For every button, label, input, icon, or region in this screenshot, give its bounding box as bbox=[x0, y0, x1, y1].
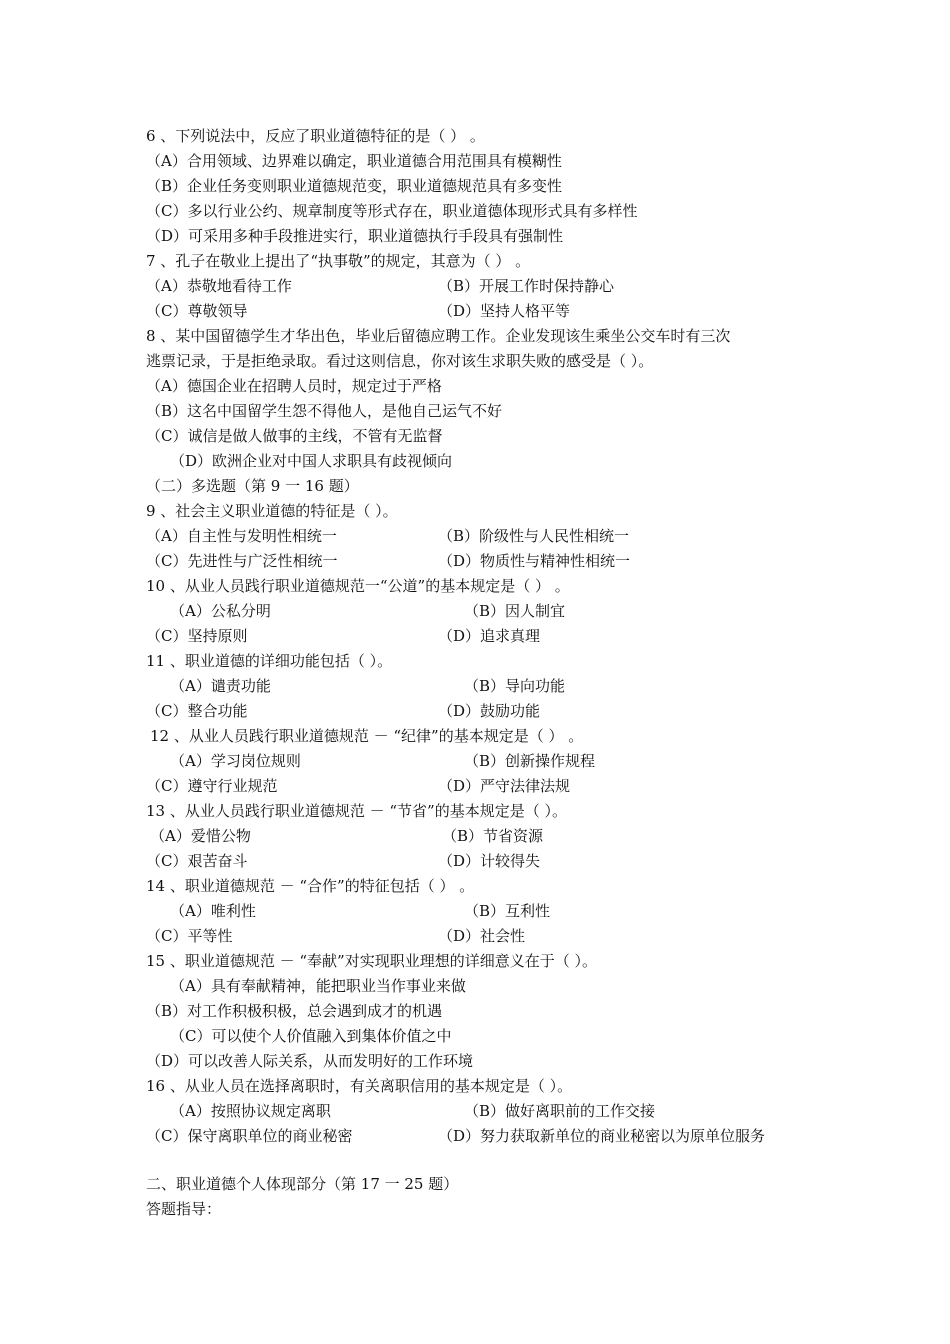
question-15-option-a: （A）具有奉献精神，能把职业当作事业来做 bbox=[170, 977, 466, 995]
question-13-stem: 13 、从业人员践行职业道德规范 － “节省”的基本规定是（ ）。 bbox=[146, 802, 567, 820]
question-8-option-a: （A）德国企业在招聘人员时，规定过于严格 bbox=[146, 377, 442, 395]
question-7-option-d: （D）坚持人格平等 bbox=[438, 302, 571, 320]
question-15-option-c: （C）可以使个人价值融入到集体价值之中 bbox=[170, 1027, 452, 1045]
question-13-option-d: （D）计较得失 bbox=[438, 852, 541, 870]
question-7-option-b: （B）开展工作时保持静心 bbox=[438, 277, 615, 295]
question-9-option-d: （D）物质性与精神性相统一 bbox=[438, 552, 631, 570]
question-9-option-b: （B）阶级性与人民性相统一 bbox=[438, 527, 630, 545]
question-15-option-d: （D）可以改善人际关系，从而发明好的工作环境 bbox=[146, 1052, 474, 1070]
question-13-option-c: （C）艰苦奋斗 bbox=[146, 852, 248, 870]
question-12-stem: 12 、从业人员践行职业道德规范 － “纪律”的基本规定是（ ） 。 bbox=[150, 727, 584, 745]
question-11-stem: 11 、职业道德的详细功能包括（ ）。 bbox=[146, 652, 393, 670]
question-13-option-b: （B）节省资源 bbox=[442, 827, 544, 845]
question-6-option-b: （B）企业任务变则职业道德规范变，职业道德规范具有多变性 bbox=[146, 177, 563, 195]
question-9-option-a: （A）自主性与发明性相统一 bbox=[146, 527, 337, 545]
question-7-option-a: （A）恭敬地看待工作 bbox=[146, 277, 292, 295]
question-15-option-b: （B）对工作积极积极，总会遇到成才的机遇 bbox=[146, 1002, 443, 1020]
question-14-option-c: （C）平等性 bbox=[146, 927, 233, 945]
question-16-option-b: （B）做好离职前的工作交接 bbox=[464, 1102, 656, 1120]
question-11-option-a: （A）谴责功能 bbox=[170, 677, 271, 695]
question-8-option-b: （B）这名中国留学生怨不得他人，是他自己运气不好 bbox=[146, 402, 503, 420]
question-8-stem-line1: 8 、某中国留德学生才华出色，毕业后留德应聘工作。企业发现该生乘坐公交车时有三次 bbox=[146, 327, 731, 345]
question-6-option-d: （D）可采用多种手段推进实行，职业道德执行手段具有强制性 bbox=[146, 227, 564, 245]
question-6-option-a: （A）合用领域、边界难以确定，职业道德合用范围具有模糊性 bbox=[146, 152, 562, 170]
question-11-option-d: （D）鼓励功能 bbox=[438, 702, 541, 720]
question-12-option-b: （B）创新操作规程 bbox=[464, 752, 596, 770]
question-12-option-c: （C）遵守行业规范 bbox=[146, 777, 278, 795]
question-8-option-d: （D）欧洲企业对中国人求职具有歧视倾向 bbox=[170, 452, 453, 470]
question-16-stem: 16 、从业人员在选择离职时，有关离职信用的基本规定是（ ）。 bbox=[146, 1077, 573, 1095]
question-16-option-d: （D）努力获取新单位的商业秘密以为原单位服务 bbox=[438, 1127, 766, 1145]
question-9-stem: 9 、社会主义职业道德的特征是（ ）。 bbox=[146, 502, 398, 520]
question-14-option-a: （A）唯利性 bbox=[170, 902, 256, 920]
question-6-stem: 6 、下列说法中，反应了职业道德特征的是（ ） 。 bbox=[146, 127, 485, 145]
question-10-option-a: （A）公私分明 bbox=[170, 602, 271, 620]
question-12-option-a: （A）学习岗位规则 bbox=[170, 752, 301, 770]
question-10-option-d: （D）追求真理 bbox=[438, 627, 541, 645]
question-13-option-a: （A）爱惜公物 bbox=[150, 827, 251, 845]
question-15-stem: 15 、职业道德规范 － “奉献”对实现职业理想的详细意义在于（ ）。 bbox=[146, 952, 597, 970]
question-6-option-c: （C）多以行业公约、规章制度等形式存在，职业道德体现形式具有多样性 bbox=[146, 202, 638, 220]
question-11-option-b: （B）导向功能 bbox=[464, 677, 566, 695]
multi-choice-section-heading: （二）多选题（第 9 一 16 题） bbox=[146, 477, 359, 495]
question-16-option-c: （C）保守离职单位的商业秘密 bbox=[146, 1127, 353, 1145]
question-16-option-a: （A）按照协议规定离职 bbox=[170, 1102, 331, 1120]
question-10-option-b: （B）因人制宜 bbox=[464, 602, 566, 620]
question-7-stem: 7 、孔子在敬业上提出了“执事敬”的规定，其意为（ ） 。 bbox=[146, 252, 531, 270]
question-14-stem: 14 、职业道德规范 － “合作”的特征包括（ ） 。 bbox=[146, 877, 475, 895]
question-8-stem-line2: 逃票记录，于是拒绝录取。看过这则信息，你对该生求职失败的感受是（ ）。 bbox=[146, 352, 654, 370]
question-7-option-c: （C）尊敬领导 bbox=[146, 302, 248, 320]
question-14-option-d: （D）社会性 bbox=[438, 927, 526, 945]
question-10-stem: 10 、从业人员践行职业道德规范一“公道”的基本规定是（ ） 。 bbox=[146, 577, 570, 595]
question-9-option-c: （C）先进性与广泛性相统一 bbox=[146, 552, 338, 570]
question-14-option-b: （B）互利性 bbox=[464, 902, 551, 920]
question-10-option-c: （C）坚持原则 bbox=[146, 627, 248, 645]
answer-guide-label: 答题指导： bbox=[146, 1200, 222, 1218]
question-11-option-c: （C）整合功能 bbox=[146, 702, 248, 720]
question-8-option-c: （C）诚信是做人做事的主线，不管有无监督 bbox=[146, 427, 443, 445]
section-2-heading: 二、职业道德个人体现部分（第 17 一 25 题） bbox=[146, 1175, 459, 1193]
question-12-option-d: （D）严守法律法规 bbox=[438, 777, 571, 795]
